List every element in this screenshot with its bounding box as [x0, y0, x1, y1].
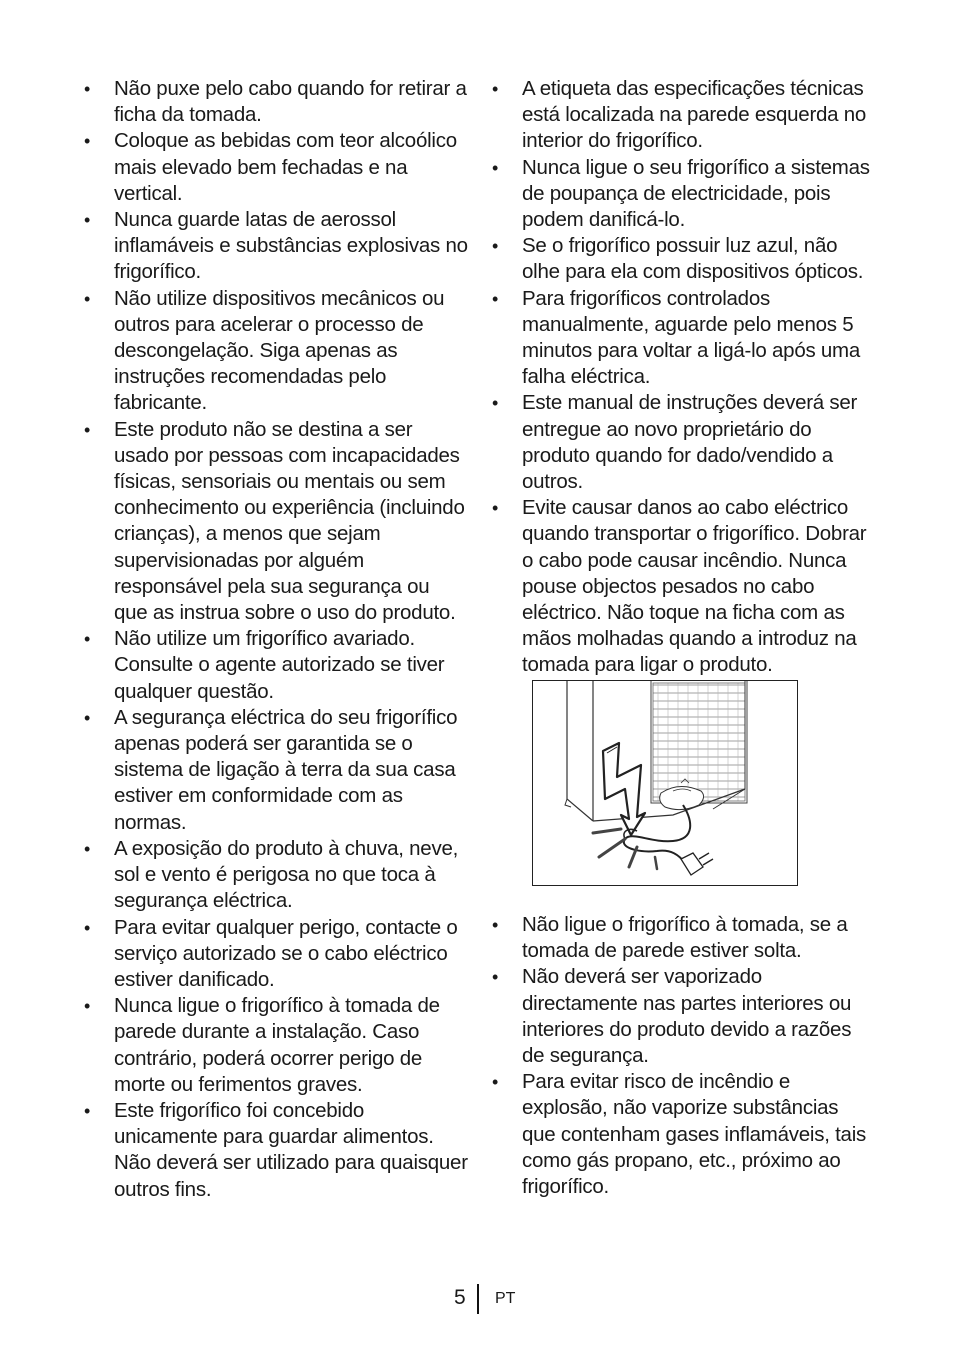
- list-item: • Este manual de instruções deverá ser entregue ao novo proprietário do produto quando for dado/vendido a outros.: [492, 390, 870, 495]
- list-item: • Este frigorífico foi concebido unicamente para guardar alimentos. Não deverá ser utilizado para quaisquer outros fins.: [84, 1098, 468, 1203]
- right-column-top: [492, 76, 870, 679]
- list-item: • Não ligue o frigorífico à tomada, se a tomada de parede estiver solta.: [492, 912, 870, 964]
- list-item: • Não utilize um frigorífico avariado. Consulte o agente autorizado se tiver qualquer questão.: [84, 626, 468, 705]
- list-item: • A exposição do produto à chuva, neve, sol e vento é perigosa no que toca à segurança eléctrica.: [84, 836, 468, 915]
- fridge-power-cable-warning-icon: [533, 681, 797, 885]
- list-item: • Este produto não se destina a ser usado por pessoas com incapacidades físicas, sensoriais ou mentais ou sem conhecimento ou experiência (incluindo crianças), a menos que sejam supervisionadas por alguém responsável pela sua segurança ou que as instrua sobre o uso do produto.: [84, 417, 468, 627]
- list-item: • Nunca guarde latas de aerossol inflamáveis e substâncias explosivas no frigorífico.: [84, 207, 468, 286]
- language-code: PT: [495, 1290, 516, 1307]
- safety-list-right-bottom: [492, 912, 870, 1200]
- safety-list-left: [84, 76, 468, 1203]
- list-item: • Se o frigorífico possuir luz azul, não olhe para ela com dispositivos ópticos.: [492, 233, 870, 285]
- page-number: 5: [454, 1286, 466, 1309]
- list-item: • Não utilize dispositivos mecânicos ou outros para acelerar o processo de descongelação. Siga apenas as instruções recomendadas pelo fabricante.: [84, 286, 468, 417]
- list-item: • Não deverá ser vaporizado directamente nas partes interiores ou interiores do produto devido a razões de segurança.: [492, 964, 870, 1069]
- list-item: • Para evitar qualquer perigo, contacte o serviço autorizado se o cabo eléctrico estiver danificado.: [84, 915, 468, 994]
- fridge-cable-illustration: [532, 680, 798, 886]
- list-item: • Para frigoríficos controlados manualmente, aguarde pelo menos 5 minutos para voltar a ligá-lo após uma falha eléctrica.: [492, 286, 870, 391]
- page-footer: [0, 1284, 954, 1314]
- left-column: [84, 76, 468, 1203]
- list-item: • A etiqueta das especificações técnicas está localizada na parede esquerda no interior do frigorífico.: [492, 76, 870, 155]
- right-column-bottom: [492, 912, 870, 1200]
- list-item: • Não puxe pelo cabo quando for retirar a ficha da tomada.: [84, 76, 468, 128]
- list-item: • Para evitar risco de incêndio e explosão, não vaporize substâncias que contenham gases inflamáveis, tais como gás propano, etc., próximo ao frigorífico.: [492, 1069, 870, 1200]
- safety-list-right-top: [492, 76, 870, 679]
- footer-divider: [477, 1284, 479, 1314]
- list-item: • Nunca ligue o frigorífico à tomada de parede durante a instalação. Caso contrário, poderá ocorrer perigo de morte ou ferimentos graves.: [84, 993, 468, 1098]
- list-item: • Evite causar danos ao cabo eléctrico quando transportar o frigorífico. Dobrar o cabo pode causar incêndio. Nunca pouse objectos pesados no cabo eléctrico. Não toque na ficha com as mãos molhadas quando a introduz na tomada para ligar o produto.: [492, 495, 870, 678]
- list-item: • A segurança eléctrica do seu frigorífico apenas poderá ser garantida se o sistema de ligação à terra da sua casa estiver em conformidade com as normas.: [84, 705, 468, 836]
- list-item: • Nunca ligue o seu frigorífico a sistemas de poupança de electricidade, pois podem danificá-lo.: [492, 155, 870, 234]
- list-item: • Coloque as bebidas com teor alcoólico mais elevado bem fechadas e na vertical.: [84, 128, 468, 207]
